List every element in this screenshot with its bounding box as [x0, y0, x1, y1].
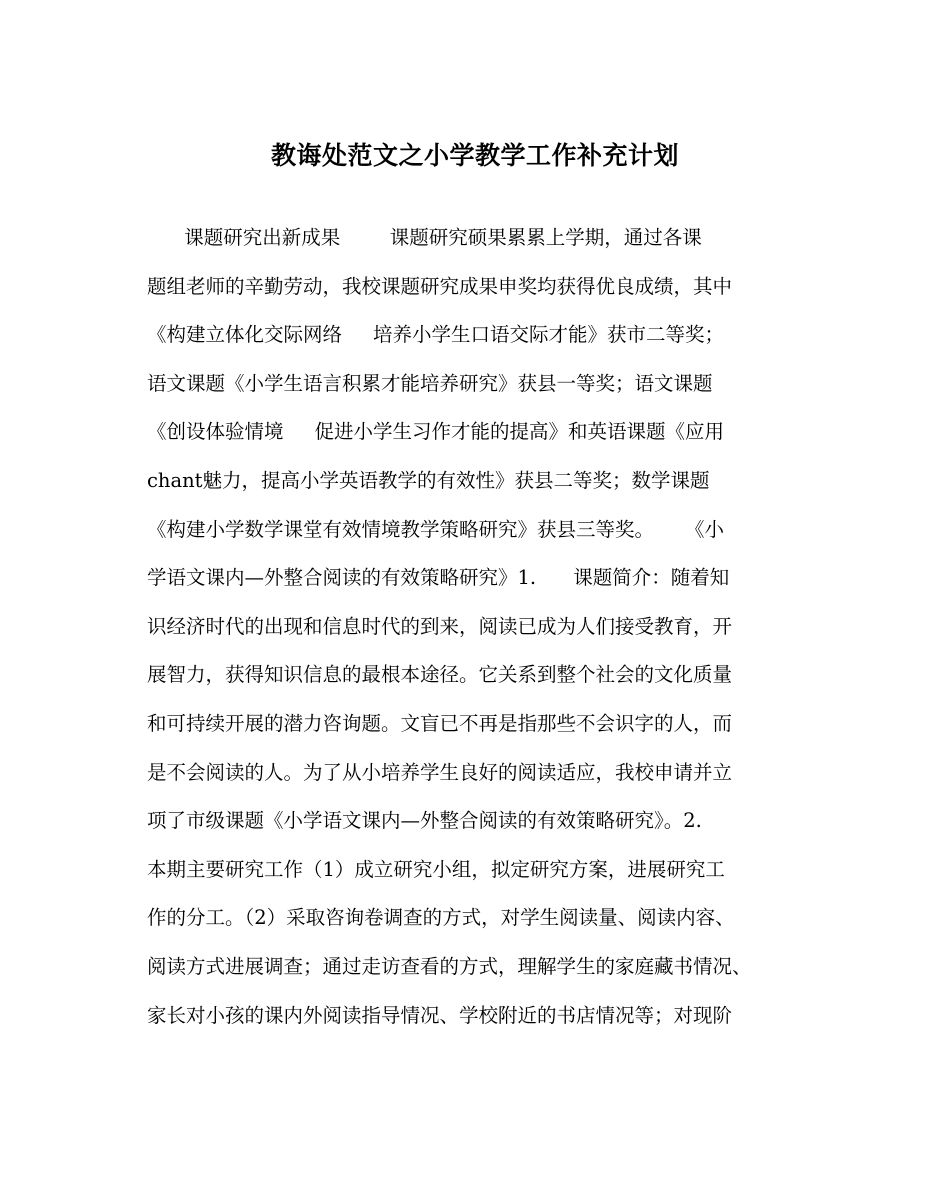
document-body: [147, 220, 827, 1046]
body-line-4: 语文课题《小学生语言积累才能培养研究》获县一等奖；语文课题: [147, 371, 713, 395]
body-line-1: 课题研究出新成果 课题研究硕果累累上学期，通过各课: [147, 226, 702, 249]
document-title: 教诲处范文之小学教学工作补充计划: [270, 141, 679, 170]
body-line-10: 展智力，获得知识信息的最根本途径。它关系到整个社会的文化质量: [147, 663, 733, 687]
body-line-8: 学语文课内—外整合阅读的有效策略研究》1. 课题简介：随着知: [147, 566, 730, 590]
body-line-2: 题组老师的辛勤劳动，我校课题研究成果申奖均获得优良成绩，其中: [147, 274, 733, 298]
body-line-5: 《创设体验情境 促进小学生习作才能的提高》和英语课题《应用: [147, 420, 724, 444]
body-line-11: 和可持续开展的潜力咨询题。文盲已不再是指那些不会识字的人，而: [147, 711, 733, 735]
body-line-13: 项了市级课题《小学语文课内—外整合阅读的有效策略研究》。2.: [147, 809, 702, 833]
body-line-9: 识经济时代的出现和信息时代的到来，阅读已成为人们接受教育，开: [147, 614, 733, 638]
body-line-17: 家长对小孩的课内外阅读指导情况、学校附近的书店情况等；对现阶: [147, 1003, 733, 1027]
body-line-6: chant魅力，提高小学英语教学的有效性》获县二等奖；数学课题: [147, 468, 710, 492]
body-line-12: 是不会阅读的人。为了从小培养学生良好的阅读适应，我校申请并立: [147, 760, 733, 784]
body-line-15: 作的分工。（2）采取咨询卷调查的方式，对学生阅读量、阅读内容、: [147, 906, 735, 930]
body-line-7: 《构建小学数学课堂有效情境教学策略研究》获县三等奖。 《小: [147, 517, 724, 541]
body-line-14: 本期主要研究工作（1）成立研究小组，拟定研究方案，进展研究工: [147, 857, 725, 881]
body-line-3: 《构建立体化交际网络 培养小学生口语交际才能》获市二等奖；: [147, 323, 724, 347]
body-line-16: 阅读方式进展调查；通过走访查看的方式，理解学生的家庭藏书情况、: [147, 954, 752, 978]
